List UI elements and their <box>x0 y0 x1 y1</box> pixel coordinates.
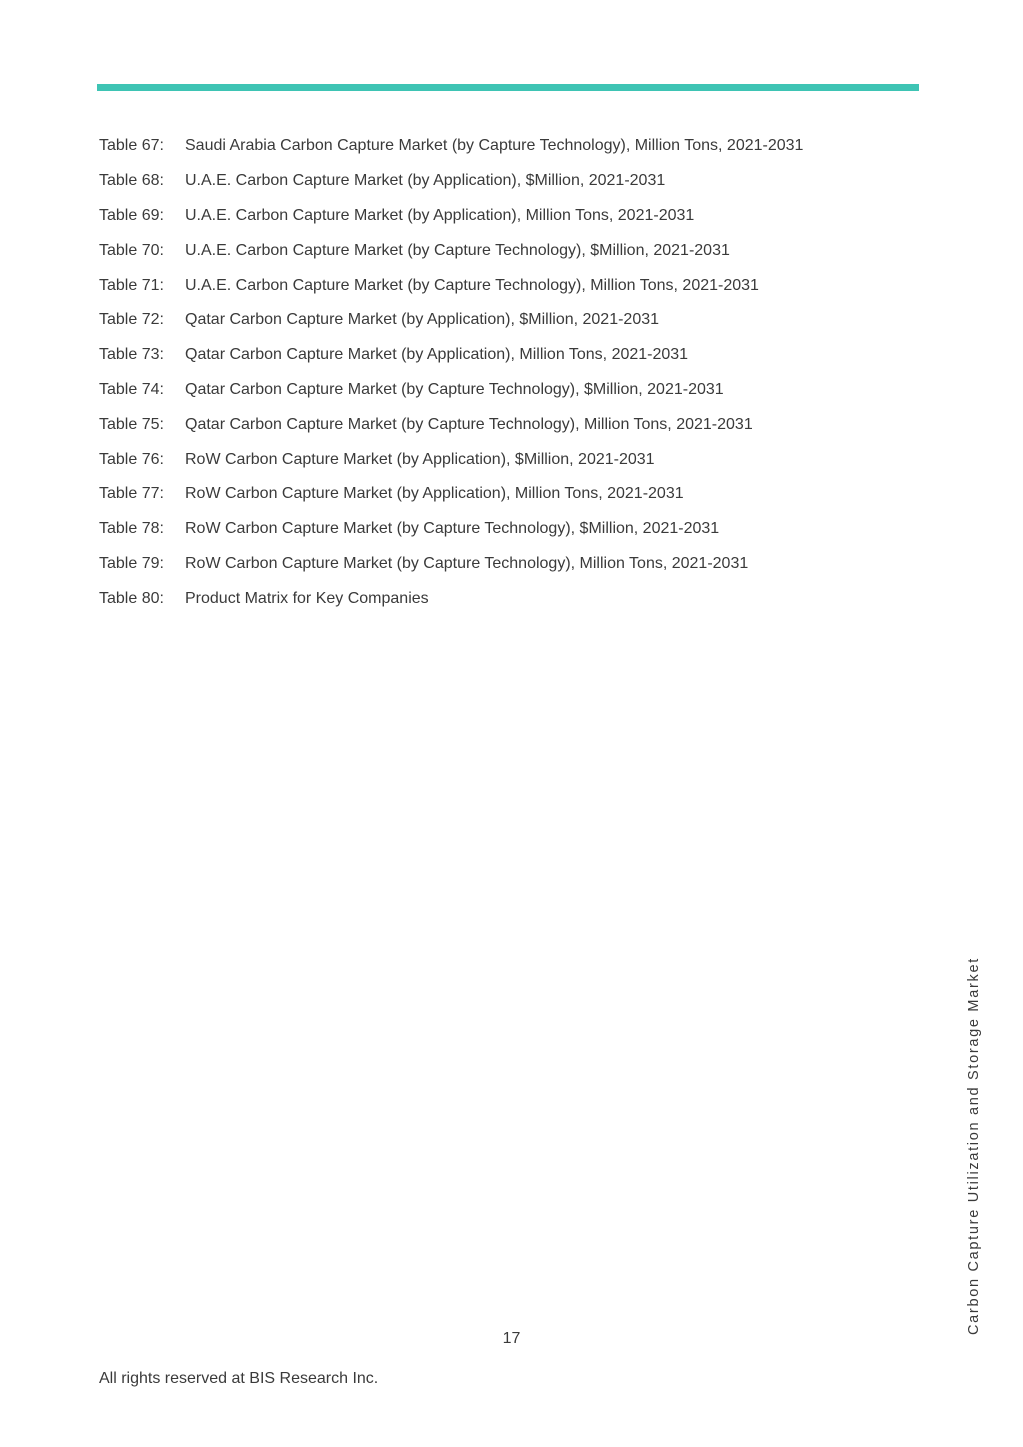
toc-entry-number: Table 67: <box>99 137 164 155</box>
toc-entry[interactable] <box>99 164 803 199</box>
toc-entry-title: RoW Carbon Capture Market (by Application), Million Tons, 2021-2031 <box>185 485 684 503</box>
toc-entry[interactable] <box>99 303 803 338</box>
toc-entry-number: Table 76: <box>99 450 164 468</box>
toc-entry[interactable] <box>99 199 803 234</box>
toc-entry[interactable] <box>99 581 803 616</box>
toc-entry[interactable] <box>99 442 803 477</box>
toc-entry-title: U.A.E. Carbon Capture Market (by Application), $Million, 2021-2031 <box>185 172 666 190</box>
toc-entry[interactable] <box>99 233 803 268</box>
toc-entry-number: Table 70: <box>99 241 164 259</box>
toc-entry[interactable] <box>99 129 803 164</box>
toc-entry-title: Qatar Carbon Capture Market (by Application), $Million, 2021-2031 <box>185 311 660 329</box>
toc-entry-title: Qatar Carbon Capture Market (by Application), Million Tons, 2021-2031 <box>185 346 689 364</box>
toc-entry-number: Table 74: <box>99 380 164 398</box>
toc-entry-title: RoW Carbon Capture Market (by Capture Technology), Million Tons, 2021-2031 <box>185 554 749 572</box>
toc-entry-title: Qatar Carbon Capture Market (by Capture Technology), Million Tons, 2021-2031 <box>185 415 753 433</box>
toc-entry[interactable] <box>99 547 803 582</box>
toc-entry[interactable] <box>99 512 803 547</box>
toc-entry-number: Table 69: <box>99 206 164 224</box>
toc-entry[interactable] <box>99 407 803 442</box>
toc-entry-number: Table 79: <box>99 554 164 572</box>
toc-entry-number: Table 73: <box>99 346 164 364</box>
footer-copyright: All rights reserved at BIS Research Inc. <box>99 1370 379 1387</box>
toc-entry-number: Table 71: <box>99 276 164 294</box>
toc-entry-title: U.A.E. Carbon Capture Market (by Capture Technology), $Million, 2021-2031 <box>185 241 730 259</box>
toc-entry-title: RoW Carbon Capture Market (by Capture Technology), $Million, 2021-2031 <box>185 520 720 538</box>
toc-entry[interactable] <box>99 373 803 408</box>
toc-entry[interactable] <box>99 477 803 512</box>
list-of-tables <box>99 129 803 616</box>
toc-entry-number: Table 77: <box>99 485 164 503</box>
toc-entry-number: Table 80: <box>99 589 164 607</box>
header-accent-rule <box>97 84 919 91</box>
vertical-report-title: Carbon Capture Utilization and Storage Market <box>966 957 982 1335</box>
toc-entry-title: Qatar Carbon Capture Market (by Capture Technology), $Million, 2021-2031 <box>185 380 724 398</box>
toc-entry-title: Saudi Arabia Carbon Capture Market (by Capture Technology), Million Tons, 2021-2031 <box>185 137 804 155</box>
toc-entry-number: Table 75: <box>99 415 164 433</box>
toc-entry-number: Table 78: <box>99 520 164 538</box>
toc-entry-number: Table 68: <box>99 172 164 190</box>
toc-entry[interactable] <box>99 338 803 373</box>
toc-entry-title: U.A.E. Carbon Capture Market (by Capture Technology), Million Tons, 2021-2031 <box>185 276 759 294</box>
toc-entry-number: Table 72: <box>99 311 164 329</box>
toc-entry-title: U.A.E. Carbon Capture Market (by Application), Million Tons, 2021-2031 <box>185 206 695 224</box>
toc-entry-title: RoW Carbon Capture Market (by Application), $Million, 2021-2031 <box>185 450 655 468</box>
toc-entry[interactable] <box>99 268 803 303</box>
page-number: 17 <box>502 1330 521 1347</box>
toc-entry-title: Product Matrix for Key Companies <box>185 589 429 607</box>
